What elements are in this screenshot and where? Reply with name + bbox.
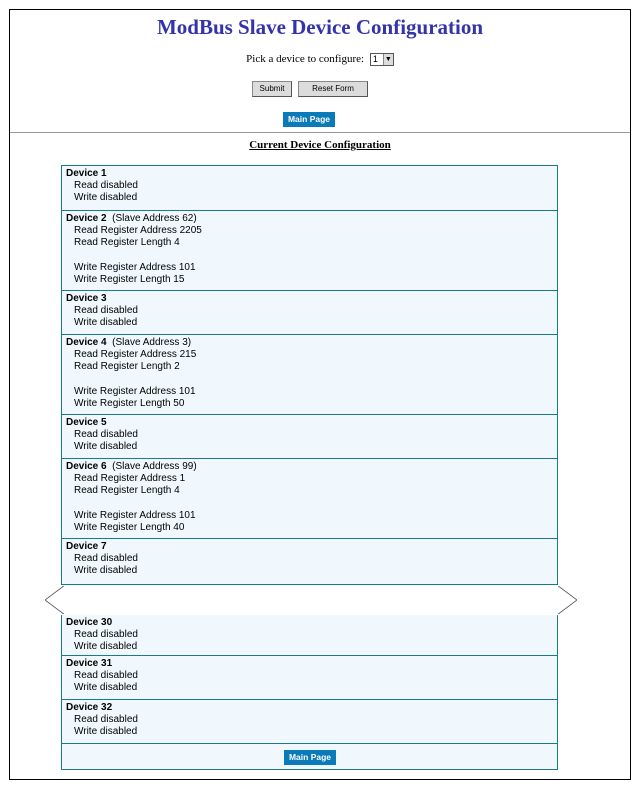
device-row bbox=[62, 615, 557, 655]
page-title: ModBus Slave Device Configuration bbox=[156, 15, 484, 39]
main-page-button-top[interactable]: Main Page bbox=[283, 112, 335, 127]
device-name: Device 2 (Slave Address 62) bbox=[66, 213, 197, 224]
device-write-status: Write disabled bbox=[74, 565, 138, 577]
device-read-status: Read disabled bbox=[74, 553, 138, 565]
read-register-address: Read Register Address 1 bbox=[74, 473, 186, 485]
device-read-status: Read disabled bbox=[74, 305, 138, 317]
read-register-address: Read Register Address 2205 bbox=[74, 225, 202, 237]
device-row bbox=[62, 166, 557, 210]
device-write-status: Write disabled bbox=[74, 192, 138, 204]
device-name: Device 3 bbox=[66, 293, 107, 304]
read-register-length: Read Register Length 4 bbox=[74, 237, 180, 249]
write-register-address: Write Register Address 101 bbox=[74, 261, 196, 273]
device-write-status: Write disabled bbox=[74, 317, 138, 329]
read-register-length: Read Register Length 4 bbox=[74, 485, 180, 497]
submit-button[interactable]: Submit bbox=[252, 81, 292, 97]
main-page-button-bottom[interactable]: Main Page bbox=[284, 750, 336, 765]
slave-address: (Slave Address 3) bbox=[112, 337, 192, 348]
write-register-length: Write Register Length 40 bbox=[74, 521, 185, 533]
device-read-status: Read disabled bbox=[74, 670, 138, 682]
slave-address: (Slave Address 99) bbox=[112, 461, 197, 472]
write-register-address: Write Register Address 101 bbox=[74, 509, 196, 521]
divider bbox=[10, 132, 630, 133]
device-name: Device 32 bbox=[66, 702, 113, 713]
section-break-marker bbox=[45, 585, 577, 615]
device-name: Device 5 bbox=[66, 417, 107, 428]
read-register-address: Read Register Address 215 bbox=[74, 349, 197, 361]
slave-address: (Slave Address 62) bbox=[112, 213, 197, 224]
read-register-length: Read Register Length 2 bbox=[74, 361, 180, 373]
device-name: Device 31 bbox=[66, 658, 113, 669]
device-row bbox=[62, 290, 557, 334]
device-row bbox=[62, 699, 557, 743]
device-read-status: Read disabled bbox=[74, 714, 138, 726]
device-read-status: Read disabled bbox=[74, 629, 138, 641]
write-register-length: Write Register Length 15 bbox=[74, 273, 185, 285]
device-config-table-upper bbox=[61, 165, 558, 585]
device-config-table-lower bbox=[61, 615, 558, 770]
write-register-length: Write Register Length 50 bbox=[74, 397, 185, 409]
device-write-status: Write disabled bbox=[74, 441, 138, 453]
device-name: Device 7 bbox=[66, 541, 107, 552]
device-row bbox=[62, 210, 557, 290]
device-row bbox=[62, 458, 557, 538]
device-row bbox=[62, 538, 557, 584]
device-name: Device 1 bbox=[66, 168, 107, 179]
device-row bbox=[62, 414, 557, 458]
device-name: Device 4 (Slave Address 3) bbox=[66, 337, 192, 348]
current-config-title: Current Device Configuration bbox=[249, 139, 391, 151]
device-name: Device 30 bbox=[66, 617, 113, 628]
device-select-value: 1 bbox=[372, 54, 378, 64]
device-select[interactable] bbox=[370, 53, 394, 66]
write-register-address: Write Register Address 101 bbox=[74, 385, 196, 397]
device-write-status: Write disabled bbox=[74, 682, 138, 694]
pick-device-label: Pick a device to configure: bbox=[246, 53, 365, 66]
device-read-status: Read disabled bbox=[74, 180, 138, 192]
device-write-status: Write disabled bbox=[74, 726, 138, 738]
reset-form-button[interactable]: Reset Form bbox=[298, 81, 368, 97]
device-read-status: Read disabled bbox=[74, 429, 138, 441]
chevron-down-icon[interactable]: ▼ bbox=[383, 54, 393, 65]
device-write-status: Write disabled bbox=[74, 641, 138, 653]
device-picker-row bbox=[0, 53, 640, 66]
device-row bbox=[62, 655, 557, 699]
device-row bbox=[62, 334, 557, 414]
device-name: Device 6 (Slave Address 99) bbox=[66, 461, 197, 472]
